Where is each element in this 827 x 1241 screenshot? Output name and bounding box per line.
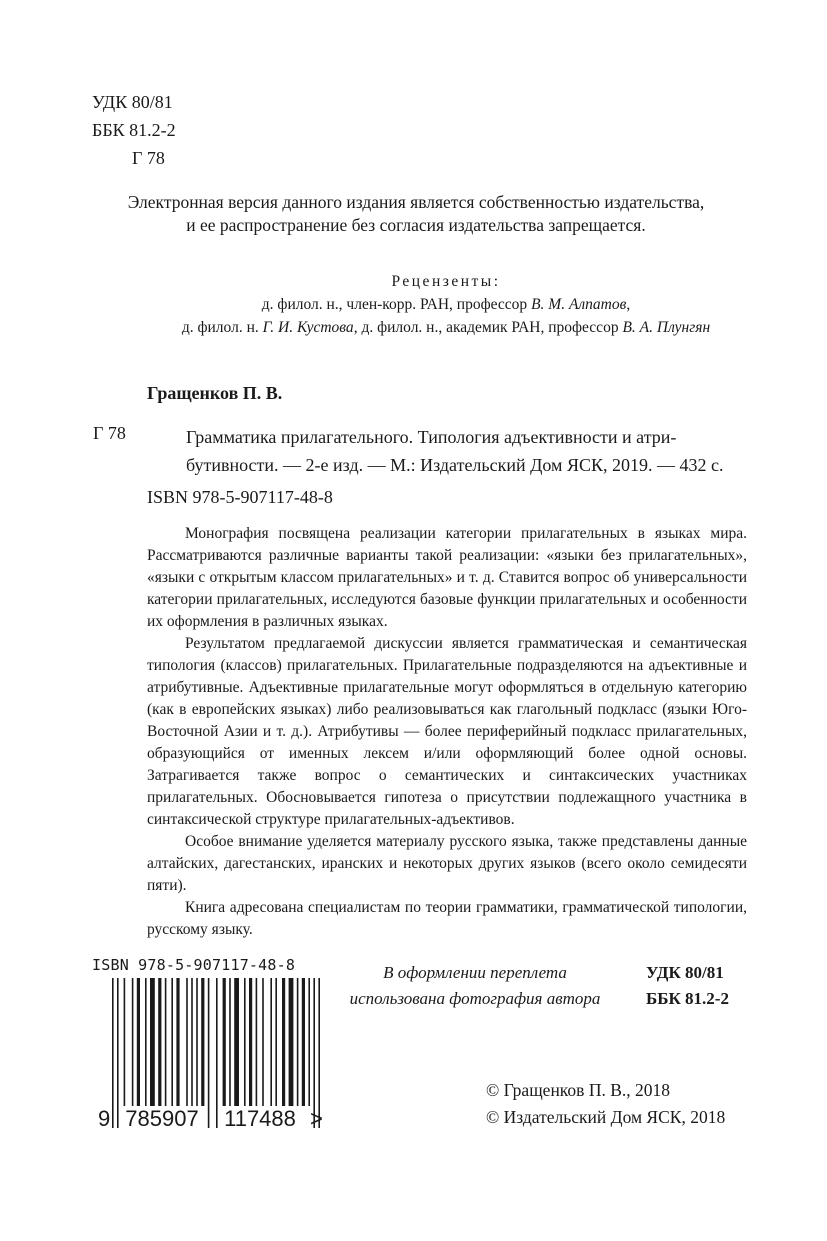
barcode-bar — [165, 978, 167, 1106]
reviewer-2-name: Г. И. Кустова — [262, 319, 354, 336]
udk-code-bottom: УДК 80/81 — [646, 963, 724, 982]
classification-bottom — [646, 960, 729, 1012]
copyright-publisher: © Издательский Дом ЯСК, 2018 — [486, 1107, 726, 1127]
abstract-paragraph-1: Монография посвящена реализации категории прилагательных в языках мира. Рассматриваются различные варианты такой реализации: «языки без прилагательных», «языки с открытым классом прилагательных» и т. д. Ставится вопрос об универсальности категории прилагательных, исследуются базовые функции прилагательных и особенности их оформления в различных языках. — [147, 525, 747, 630]
barcode-arrow: > — [310, 1106, 323, 1131]
barcode-bar — [117, 978, 119, 1128]
barcode-bar — [196, 978, 198, 1106]
book-sign: Г 78 — [93, 423, 126, 443]
reviewer-1-degree: д. филол. н., член-корр. РАН, профессор — [261, 296, 532, 313]
barcode-bar — [234, 978, 239, 1106]
abstract — [147, 523, 747, 941]
reviewer-3-degree: , д. филол. н., академик РАН, профессор — [353, 319, 623, 336]
copyright-author: © Гращенков П. В., 2018 — [486, 1080, 670, 1100]
notice-line-1: Электронная версия данного издания является собственностью издательства, — [127, 192, 705, 212]
barcode-bar — [297, 978, 299, 1106]
barcode-bar — [158, 978, 161, 1106]
abstract-paragraph-2: Результатом предлагаемой дискуссии является грамматическая и семантическая типология (классов) прилагательных. Прилагательные подразделяются на адъективные и атрибутивные. Адъективные прилагательные могут оформляться в отдельную категорию (как в европейских языках) либо реализовываться как глагольный подкласс (языки Юго-Восточной Азии и т. д.). Атрибутивы — более периферийный подкласс прилагательных, образующийся от именных лексем и/или оформляющий более одной основы. Затрагивается также вопрос о семантических и синтаксических участниках прилагательных. Обосновывается гипотеза о присутствии подлежащного участника в синтаксической структуре прилагательных-адъективов. — [147, 635, 747, 828]
barcode-bar — [132, 978, 134, 1106]
barcode-bar — [201, 978, 204, 1106]
reviewers-block — [60, 270, 827, 339]
reviewer-2-degree: д. филол. н. — [181, 319, 263, 336]
barcode-bar — [229, 978, 231, 1106]
copyright-notice — [60, 191, 772, 237]
reviewer-1-comma: , — [626, 296, 631, 313]
book-title — [186, 423, 750, 479]
barcode-bar — [282, 978, 285, 1106]
barcode-digits-left: 785907 — [125, 1106, 199, 1131]
barcode-bar — [150, 978, 155, 1106]
barcode-bar — [112, 978, 114, 1128]
cover-note-line-1: В оформлении переплета — [383, 963, 567, 982]
udk-code: УДК 80/81 — [92, 92, 173, 112]
book-isbn: ISBN 978-5-907117-48-8 — [147, 487, 333, 507]
barcode-block — [92, 956, 327, 1149]
reviewer-1-name: В. М. Алпатов — [531, 296, 627, 313]
barcode-bar — [270, 978, 272, 1106]
title-line-2: бутивности. — 2-е изд. — М.: Издательский Дом ЯСК, 2019. — 432 с. — [186, 455, 724, 475]
classification-block — [92, 88, 176, 172]
barcode-isbn-label: ISBN 978-5-907117-48-8 — [92, 956, 296, 974]
cover-note — [330, 960, 620, 1012]
reviewer-2 — [60, 316, 827, 339]
barcode-bar — [216, 978, 218, 1128]
barcode-bar — [186, 978, 188, 1106]
reviewer-1 — [60, 293, 827, 316]
bbk-code-bottom: ББК 81.2-2 — [646, 989, 729, 1008]
notice-line-2: и ее распространение без согласия издательства запрещается. — [186, 215, 646, 235]
barcode-bar — [289, 978, 294, 1106]
barcode-bar — [176, 978, 179, 1106]
abstract-paragraph-3: Особое внимание уделяется материалу русского языка, также представлены данные алтайских, дагестанских, иранских и некоторых других языков (всего около семидесяти пяти). — [147, 833, 747, 894]
barcode-bar — [208, 978, 210, 1128]
barcode-digit-first: 9 — [98, 1106, 111, 1131]
barcode-image — [92, 974, 327, 1149]
abstract-paragraph-4: Книга адресована специалистам по теории грамматики, грамматической типологии, русскому языку. — [147, 899, 747, 938]
copyright-block — [486, 1077, 725, 1131]
barcode-bar — [171, 978, 173, 1106]
barcode-bar — [275, 978, 277, 1106]
barcode-bar — [191, 978, 193, 1106]
barcode-bar — [137, 978, 140, 1106]
author-sign: Г 78 — [132, 148, 165, 168]
barcode-bar — [249, 978, 252, 1106]
barcode-digits-right: 117488 — [224, 1106, 296, 1131]
barcode-bar — [256, 978, 258, 1106]
barcode-bar — [244, 978, 246, 1106]
title-line-1: Грамматика прилагательного. Типология адъективности и атри- — [186, 427, 677, 447]
barcode-bar — [262, 978, 264, 1106]
bbk-code: ББК 81.2-2 — [92, 120, 176, 140]
barcode-bar — [124, 978, 126, 1106]
barcode-bar — [302, 978, 305, 1106]
reviewers-title: Рецензенты: — [391, 273, 501, 290]
barcode-bar — [145, 978, 147, 1106]
book-author: Гращенков П. В. — [147, 383, 283, 403]
reviewer-3-name: В. А. Плунгян — [622, 319, 711, 336]
cover-note-line-2: использована фотография автора — [349, 989, 601, 1008]
barcode-bar — [308, 978, 310, 1106]
barcode-bar — [223, 978, 226, 1106]
